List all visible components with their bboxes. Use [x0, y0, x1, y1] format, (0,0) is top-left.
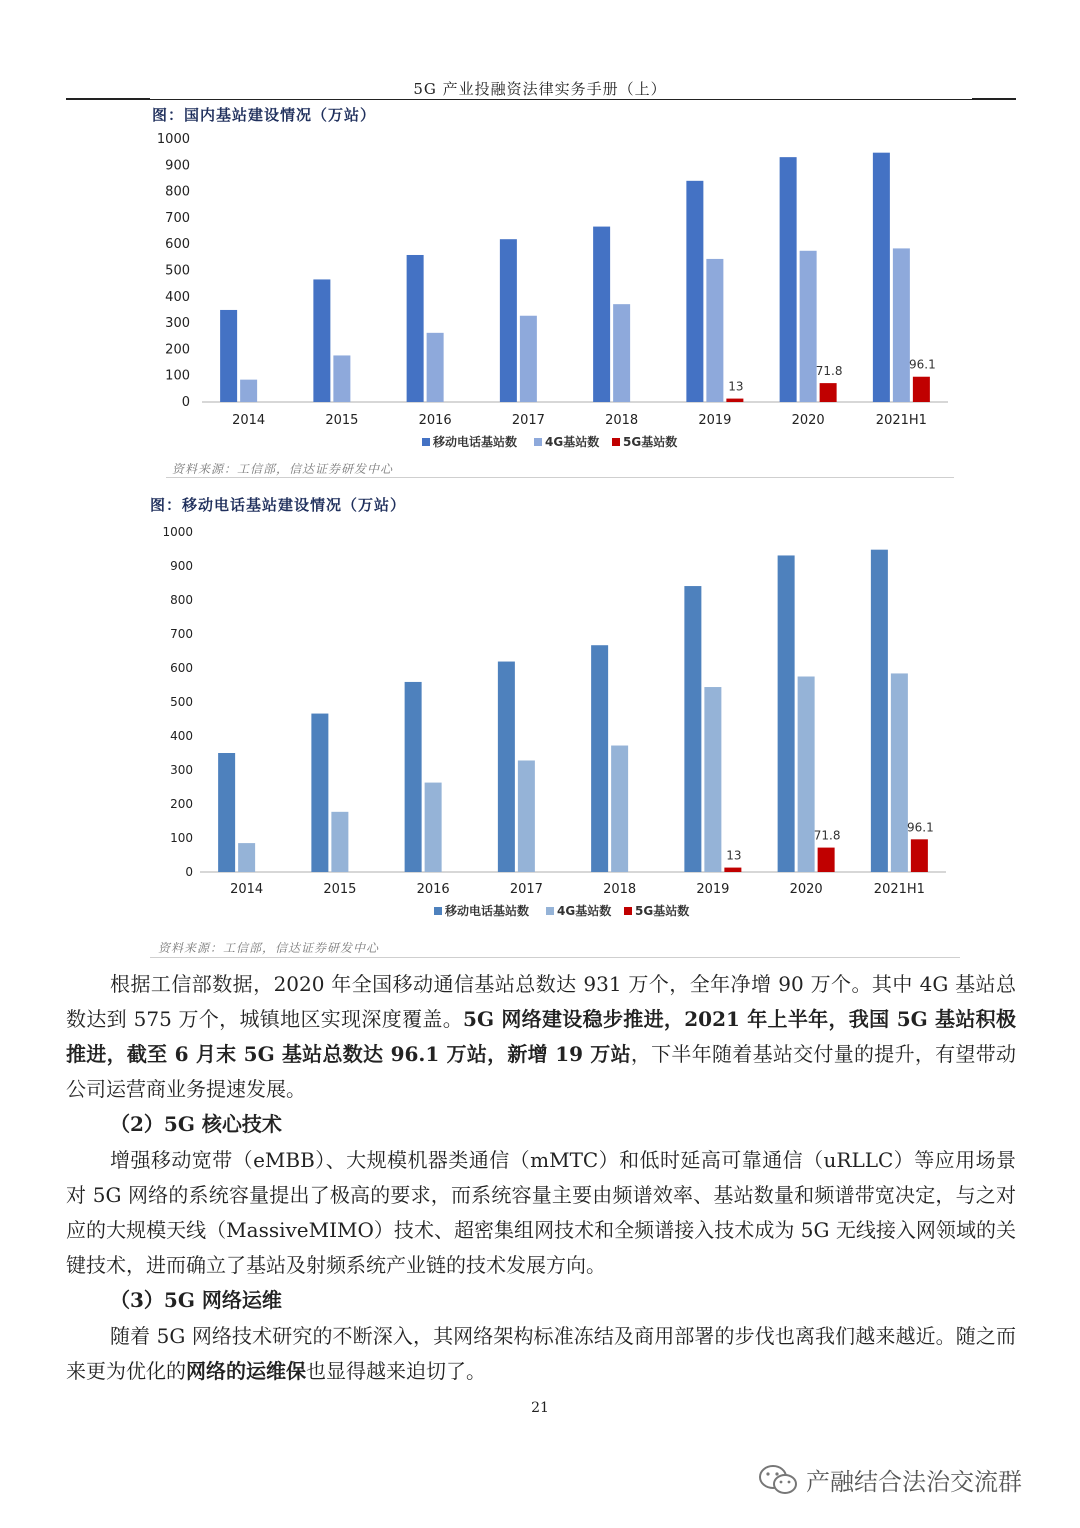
chart1-ytick-label: 100 [165, 368, 190, 384]
chart1-xtick-label: 2017 [511, 413, 545, 428]
chart1-legend-label: 5G基站数 [623, 435, 678, 449]
chart1-bar-mobile [780, 157, 797, 402]
chart2-legend-swatch [434, 907, 442, 915]
chart1-xtick-label: 2020 [791, 413, 825, 428]
chart2-bar-mobile [405, 682, 422, 872]
wechat-icon [758, 1463, 798, 1497]
chart2-bar-mobile [684, 586, 701, 872]
chart1-xtick-label: 2015 [325, 413, 359, 428]
chart1-ytick-label: 800 [165, 184, 190, 200]
chart2-bar-5g [724, 868, 741, 872]
chart2-bar-4g [891, 673, 908, 872]
chart2-ytick-label: 100 [170, 831, 193, 845]
chart2-bar-4g [611, 746, 628, 872]
chart1-bar-4g [800, 251, 817, 402]
chart2-data-label: 13 [726, 848, 742, 863]
chart2-bar-4g [798, 677, 815, 873]
section-heading-network-ops: （3）5G 网络运维 [110, 1288, 282, 1312]
chart2-bar-chart [0, 515, 1080, 935]
chart2-legend-label: 移动电话基站数 [445, 904, 530, 918]
watermark [758, 1462, 1022, 1497]
chart1-ytick-label: 600 [165, 237, 190, 253]
chart2-ytick-label: 900 [170, 559, 193, 573]
chart1-ytick-label: 300 [165, 316, 190, 332]
chart1-data-label: 13 [728, 379, 744, 394]
chart1-ytick-label: 400 [165, 289, 190, 305]
chart1-bar-4g [706, 259, 723, 402]
chart1-title: 图：国内基站建设情况（万站） [152, 106, 377, 124]
chart1-bar-4g [520, 316, 537, 402]
chart2-xtick-label: 2019 [696, 882, 730, 897]
chart2-ytick-label: 400 [170, 729, 193, 743]
chart2-bar-mobile [778, 555, 795, 872]
watermark-text: 产融结合法治交流群 [806, 1468, 1022, 1496]
chart2-bar-4g [518, 760, 535, 872]
chart2-ytick-label: 300 [170, 763, 193, 777]
header-rule-right-accent [972, 98, 1016, 100]
chart2-ytick-label: 1000 [162, 525, 193, 539]
chart2-xtick-label: 2015 [323, 882, 357, 897]
chart1-legend-swatch [422, 438, 430, 446]
chart1-bar-5g [820, 383, 837, 402]
chart1-ytick-label: 500 [165, 263, 190, 279]
chart2-xtick-label: 2021H1 [873, 882, 925, 897]
chart1-xtick-label: 2014 [232, 413, 266, 428]
chart1-bar-chart [0, 120, 1080, 460]
chart2-legend-swatch [624, 907, 632, 915]
chart2-legend-swatch [546, 907, 554, 915]
p1-text-a: 根据工信部数据，2020 年全国移动通信基站总数达 931 万个，全年净增 90 万个。其中 4G 基站总数达到 575 万个，城镇地区实现深度覆盖。 [66, 972, 1016, 1031]
chart1-legend-swatch [612, 438, 620, 446]
chart2-bar-4g [238, 843, 255, 872]
paragraph-base-station-stats [66, 967, 1016, 1107]
p1-text-bold: 5G 网络建设稳步推进，2021 年上半年，我国 5G 基站积极推进，截至 6 月末 5G 基站总数达 96.1 万站，新增 19 万站 [66, 1007, 1016, 1066]
chart2-xtick-label: 2018 [603, 882, 637, 897]
chart1-bar-5g [913, 377, 930, 402]
chart1-bottom-rule [166, 477, 954, 478]
chart1-xtick-label: 2019 [698, 413, 732, 428]
chart2-bar-4g [704, 687, 721, 872]
header-rule [66, 99, 1016, 100]
chart2-bar-mobile [218, 753, 235, 872]
chart1-xtick-label: 2021H1 [875, 413, 927, 428]
chart2-source: 资料来源：工信部，信达证券研发中心 [158, 941, 380, 955]
chart2-bar-5g [818, 848, 835, 872]
chart2-legend-label: 4G基站数 [557, 904, 612, 918]
chart1-ytick-label: 200 [165, 342, 190, 358]
chart2-xtick-label: 2014 [230, 882, 264, 897]
chart2-bottom-rule [150, 957, 960, 958]
chart2-title: 图：移动电话基站建设情况（万站） [150, 496, 407, 514]
chart2-bar-5g [911, 839, 928, 872]
chart2-bar-mobile [311, 714, 328, 872]
chart1-xtick-label: 2018 [605, 413, 639, 428]
page-number: 21 [531, 1400, 549, 1416]
page-header-title: 5G 产业投融资法律实务手册（上） [413, 80, 667, 98]
chart1-bar-mobile [686, 181, 703, 402]
section-heading-core-tech: （2）5G 核心技术 [110, 1112, 282, 1136]
chart1-xtick-label: 2016 [418, 413, 452, 428]
chart2-legend-label: 5G基站数 [635, 904, 690, 918]
chart1-bar-4g [333, 355, 350, 402]
p3-text-bold: 网络的运维保 [186, 1359, 306, 1383]
chart1-data-label: 96.1 [909, 357, 936, 372]
chart1-legend-label: 4G基站数 [545, 435, 600, 449]
chart1-bar-mobile [220, 310, 237, 402]
chart1-ytick-label: 900 [165, 158, 190, 174]
chart2-ytick-label: 600 [170, 661, 193, 675]
chart1-legend-swatch [534, 438, 542, 446]
chart1-bar-4g [427, 333, 444, 402]
chart1-ytick-label: 0 [181, 395, 190, 410]
paragraph-network-ops [66, 1319, 1016, 1389]
chart2-xtick-label: 2020 [789, 882, 823, 897]
chart2-data-label: 71.8 [813, 828, 841, 843]
chart1-data-label: 71.8 [815, 364, 843, 379]
chart2-ytick-label: 700 [170, 627, 193, 641]
chart1-bar-mobile [313, 279, 330, 402]
chart1-bar-4g [893, 248, 910, 402]
chart2-ytick-label: 500 [170, 695, 193, 709]
chart2-bar-4g [425, 783, 442, 872]
chart2-data-label: 96.1 [907, 820, 934, 835]
chart1-bar-4g [613, 304, 630, 402]
chart2-ytick-label: 0 [185, 865, 193, 879]
chart2-xtick-label: 2017 [509, 882, 543, 897]
chart1-ytick-label: 1000 [156, 132, 190, 147]
p2-text: 增强移动宽带（eMBB）、大规模机器类通信（mMTC）和低时延高可靠通信（uRLLC）等应用场景对 5G 网络的系统容量提出了极高的要求，而系统容量主要由频谱效率、基站数量和频谱带宽决定，与之对应的大规模天线（MassiveMIMO）技术、超密集组网技术和全频谱接入技术成为 5G 无线接入网领域的关键技术，进而确立了基站及射频系统产业链的技术发展方向。 [66, 1148, 1016, 1277]
chart2-ytick-label: 800 [170, 593, 193, 607]
chart2-bar-mobile [871, 550, 888, 872]
chart1-source: 资料来源：工信部，信达证券研发中心 [172, 462, 394, 476]
chart1-bar-mobile [407, 255, 424, 402]
chart1-bar-4g [240, 380, 257, 402]
chart2-xtick-label: 2016 [416, 882, 450, 897]
chart2-ytick-label: 200 [170, 797, 193, 811]
chart1-legend-label: 移动电话基站数 [433, 435, 518, 449]
p3-text-b: 也显得越来迫切了。 [306, 1359, 486, 1383]
chart2-bar-4g [331, 812, 348, 872]
chart1-bar-mobile [500, 239, 517, 402]
chart1-bar-mobile [873, 153, 890, 402]
chart1-ytick-label: 700 [165, 210, 190, 226]
chart1-bar-5g [726, 399, 743, 402]
p3-text-a: 随着 5G 网络技术研究的不断深入，其网络架构标准冻结及商用部署的步伐也离我们越来越近。随之而来更为优化的 [66, 1324, 1016, 1383]
header-rule-left-accent [66, 98, 150, 100]
chart1-bar-mobile [593, 227, 610, 402]
chart2-bar-mobile [591, 645, 608, 872]
chart2-bar-mobile [498, 662, 515, 872]
paragraph-core-tech [66, 1143, 1016, 1283]
p1-text-b: ，下半年随着基站交付量的提升，有望带动公司运营商业务提速发展。 [66, 1042, 1016, 1101]
